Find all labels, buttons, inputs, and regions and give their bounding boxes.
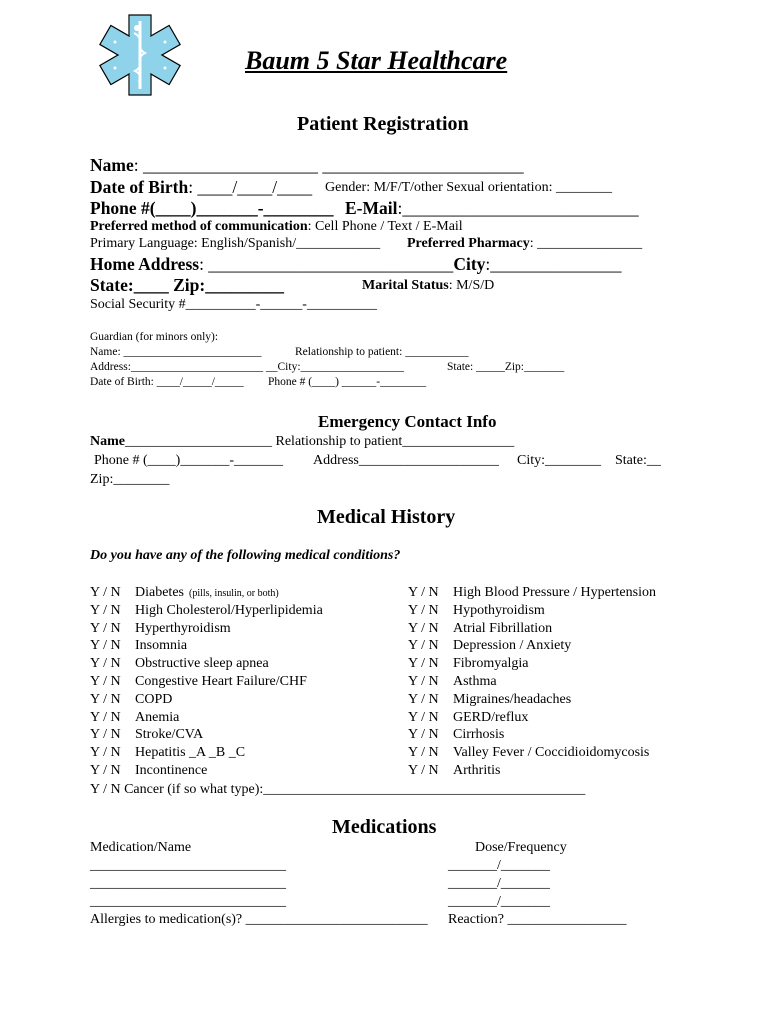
emergency-city: City:________	[517, 453, 602, 468]
emergency-name-row: Name_____________________ Relationship to patient________________	[90, 434, 515, 449]
condition-label: Fibromyalgia	[453, 656, 529, 672]
guardian-heading: Guardian (for minors only):	[90, 331, 219, 343]
yes-no-choice[interactable]: Y / N	[90, 763, 121, 778]
condition-label: Hypothyroidism	[453, 602, 545, 618]
yes-no-choice[interactable]: Y / N	[90, 691, 121, 707]
clinic-name: Baum 5 Star Healthcare	[245, 46, 508, 75]
yes-no-choice[interactable]: Y / N	[408, 602, 439, 618]
yes-no-choice[interactable]: Y / N	[408, 745, 439, 761]
yes-no-choice[interactable]: Y / N	[90, 585, 121, 600]
condition-label: Migraines/headaches	[453, 691, 572, 707]
right-condition-row	[408, 763, 500, 779]
condition-label: Diabetes	[135, 585, 184, 600]
condition-label: Valley Fever / Coccidioidomycosis	[453, 745, 650, 761]
condition-label: High Blood Pressure / Hypertension	[453, 585, 656, 600]
guardian-phone: Phone # (____) ______-________	[268, 376, 427, 388]
star-of-life-icon	[98, 14, 182, 96]
condition-label: Anemia	[135, 709, 180, 725]
gender-orientation: Gender: M/F/T/other Sexual orientation: ________	[325, 180, 612, 195]
right-condition-row	[408, 692, 571, 708]
home-address-row: Home Address: ____________________________City:_______________	[90, 254, 622, 274]
yes-no-choice[interactable]: Y / N	[408, 674, 439, 689]
pharmacy-row: Preferred Pharmacy: _______________	[407, 236, 643, 251]
left-condition-row	[90, 674, 307, 690]
guardian-address: Address:_______________________ __City:__________________	[90, 361, 405, 373]
pref-communication: Preferred method of communication: Cell Phone / Text / E-Mail	[90, 219, 463, 234]
emergency-phone: Phone # (____)_______-_______	[94, 453, 283, 468]
dob-row: Date of Birth: ____/____/____	[90, 177, 313, 197]
yes-no-choice[interactable]: Y / N	[90, 656, 121, 672]
yes-no-choice[interactable]: Y / N	[408, 585, 439, 600]
yes-no-choice[interactable]: Y / N	[90, 709, 121, 725]
left-condition-row	[90, 585, 279, 601]
emergency-heading: Emergency Contact Info	[318, 412, 497, 431]
medication-name-line-3: ____________________________	[90, 894, 286, 909]
ssn-row: Social Security #__________-______-__________	[90, 297, 377, 312]
yes-no-choice[interactable]: Y / N	[90, 602, 121, 618]
right-condition-row	[408, 710, 528, 726]
yes-no-choice[interactable]: Y / N	[90, 638, 121, 654]
medical-question: Do you have any of the following medical conditions?	[90, 548, 401, 563]
left-condition-row	[90, 710, 179, 726]
email-row: E-Mail:___________________________	[345, 198, 639, 218]
reaction-row: Reaction? _________________	[448, 912, 627, 927]
right-condition-row	[408, 745, 649, 761]
condition-label: Congestive Heart Failure/CHF	[135, 674, 307, 689]
right-condition-row	[408, 674, 497, 690]
yes-no-choice[interactable]: Y / N	[90, 745, 121, 761]
condition-label: Incontinence	[135, 763, 208, 778]
condition-label: Obstructive sleep apnea	[135, 656, 269, 672]
yes-no-choice[interactable]: Y / N	[408, 763, 439, 778]
condition-label: Hepatitis _A _B _C	[135, 745, 246, 761]
medication-name-line-1: ____________________________	[90, 858, 286, 873]
condition-label: COPD	[135, 691, 173, 707]
condition-label: Cirrhosis	[453, 727, 505, 743]
cancer-row: Y / N Cancer (if so what type):______________________________________________	[90, 782, 586, 797]
right-condition-row	[408, 656, 528, 672]
marital-status: Marital Status: M/S/D	[362, 278, 495, 293]
condition-label: Stroke/CVA	[135, 727, 204, 743]
condition-label: Asthma	[453, 674, 497, 689]
yes-no-choice[interactable]: Y / N	[408, 620, 439, 636]
condition-label: Hyperthyroidism	[135, 620, 231, 636]
medication-name-line-2: ____________________________	[90, 876, 286, 891]
left-condition-row	[90, 727, 203, 743]
yes-no-choice[interactable]: Y / N	[90, 727, 121, 743]
medical-history-heading: Medical History	[317, 506, 456, 528]
condition-label: Insomnia	[135, 638, 188, 654]
guardian-name: Name: ________________________	[90, 346, 262, 358]
left-condition-row	[90, 621, 231, 637]
left-condition-row	[90, 603, 323, 619]
yes-no-choice[interactable]: Y / N	[408, 727, 439, 743]
dose-line-3: _______/_______	[448, 894, 550, 909]
yes-no-choice[interactable]: Y / N	[408, 691, 439, 707]
diabetes-note: (pills, insulin, or both)	[188, 588, 279, 599]
left-condition-row	[90, 692, 172, 708]
right-condition-row	[408, 603, 545, 619]
guardian-dob: Date of Birth: ____/_____/_____	[90, 376, 244, 388]
left-condition-row	[90, 638, 187, 654]
allergies-row: Allergies to medication(s)? __________________________	[90, 912, 428, 927]
dose-frequency-header: Dose/Frequency	[475, 840, 567, 855]
state-zip-row: State:____ Zip:_________	[90, 275, 284, 295]
left-condition-row	[90, 745, 245, 761]
medications-heading: Medications	[332, 816, 437, 838]
yes-no-choice[interactable]: Y / N	[408, 656, 439, 672]
language-row: Primary Language: English/Spanish/____________	[90, 236, 381, 251]
emergency-address: Address____________________	[313, 453, 499, 468]
right-condition-row	[408, 621, 552, 637]
condition-label: Depression / Anxiety	[453, 638, 572, 654]
yes-no-choice[interactable]: Y / N	[408, 709, 439, 725]
yes-no-choice[interactable]: Y / N	[90, 674, 121, 689]
dose-line-1: _______/_______	[448, 858, 550, 873]
yes-no-choice[interactable]: Y / N	[408, 638, 439, 654]
yes-no-choice[interactable]: Y / N	[90, 620, 121, 636]
condition-label: High Cholesterol/Hyperlipidemia	[135, 602, 323, 618]
right-condition-row	[408, 585, 656, 601]
right-condition-row	[408, 638, 571, 654]
emergency-state: State:__	[615, 453, 661, 468]
condition-label: Arthritis	[453, 763, 501, 778]
condition-label: Atrial Fibrillation	[453, 620, 553, 636]
left-condition-row	[90, 656, 269, 672]
left-condition-row	[90, 763, 207, 779]
phone-row: Phone #(____)_______-________	[90, 198, 334, 218]
condition-label: GERD/reflux	[453, 709, 529, 725]
emergency-zip: Zip:________	[90, 472, 170, 487]
dose-line-2: _______/_______	[448, 876, 550, 891]
name-row: Name: ____________________ _______________________	[90, 155, 524, 175]
guardian-relationship: Relationship to patient: ___________	[295, 346, 469, 358]
guardian-state-zip: State: _____Zip:_______	[447, 361, 565, 373]
right-condition-row	[408, 727, 504, 743]
form-title: Patient Registration	[297, 113, 469, 135]
medication-name-header: Medication/Name	[90, 840, 192, 855]
